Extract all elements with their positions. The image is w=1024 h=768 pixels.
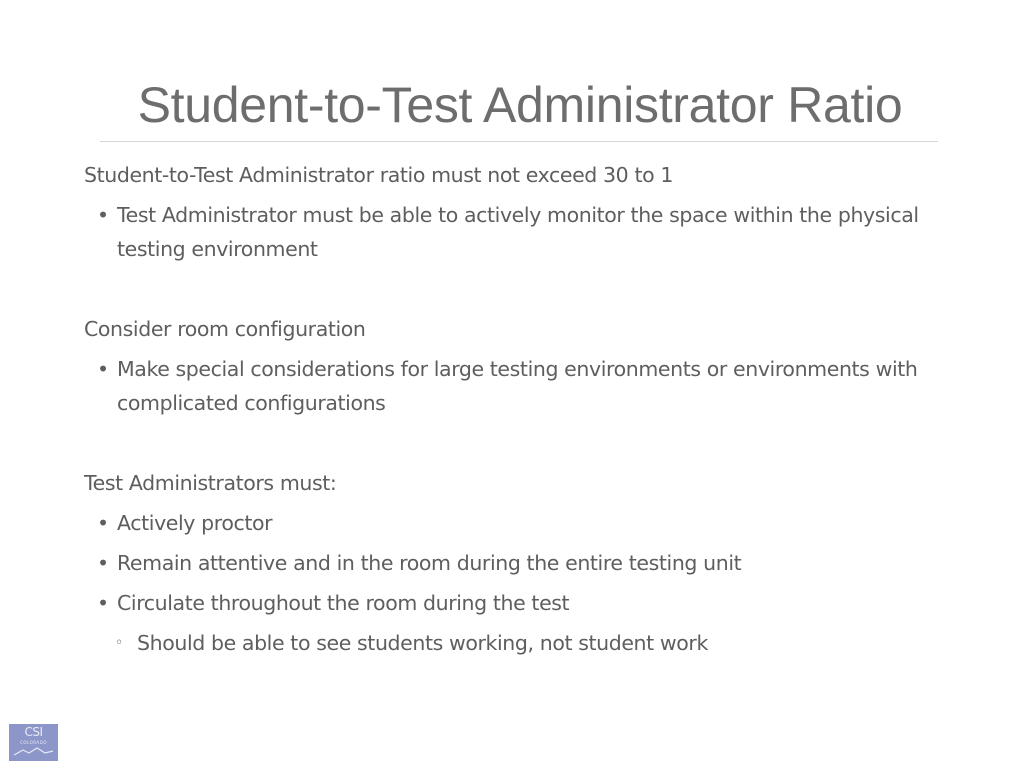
- sub-bullet-text: Should be able to see students working, not student work: [137, 631, 708, 655]
- bullet-icon: •: [97, 591, 109, 615]
- section-heading-ratio: Student-to-Test Administrator ratio must not exceed 30 to 1: [84, 163, 673, 187]
- bullet-icon: •: [97, 203, 109, 227]
- bullet-item: [84, 198, 964, 266]
- bullet-item: [84, 546, 964, 580]
- bullet-text: Make special considerations for large testing environments or environments with complicated configurations: [117, 357, 918, 415]
- logo-subtext: COLORADO: [20, 740, 47, 745]
- csi-logo: [9, 724, 58, 761]
- bullet-icon: •: [97, 511, 109, 535]
- title-divider: [100, 141, 938, 142]
- sub-bullet-item: [84, 626, 964, 660]
- bullet-icon: •: [97, 357, 109, 381]
- bullet-icon: •: [97, 551, 109, 575]
- bullet-text: Actively proctor: [117, 511, 273, 535]
- bullet-item: [84, 506, 964, 540]
- slide-body: [84, 158, 964, 660]
- mountain-icon: [13, 746, 54, 758]
- bullet-item: [84, 586, 964, 620]
- section-gap: [84, 266, 964, 312]
- slide-title: Student-to-Test Administrator Ratio: [137, 77, 903, 133]
- bullet-text: Circulate throughout the room during the test: [117, 591, 570, 615]
- section-heading-room: Consider room configuration: [84, 317, 366, 341]
- section-heading-administrators: Test Administrators must:: [84, 471, 337, 495]
- section-gap: [84, 420, 964, 466]
- logo-text: CSI: [24, 725, 43, 739]
- bullet-text: Remain attentive and in the room during the entire testing unit: [117, 551, 742, 575]
- sub-bullet-icon: ◦: [115, 635, 123, 651]
- bullet-item: [84, 352, 964, 420]
- bullet-text: Test Administrator must be able to actively monitor the space within the physical testing environment: [117, 203, 919, 261]
